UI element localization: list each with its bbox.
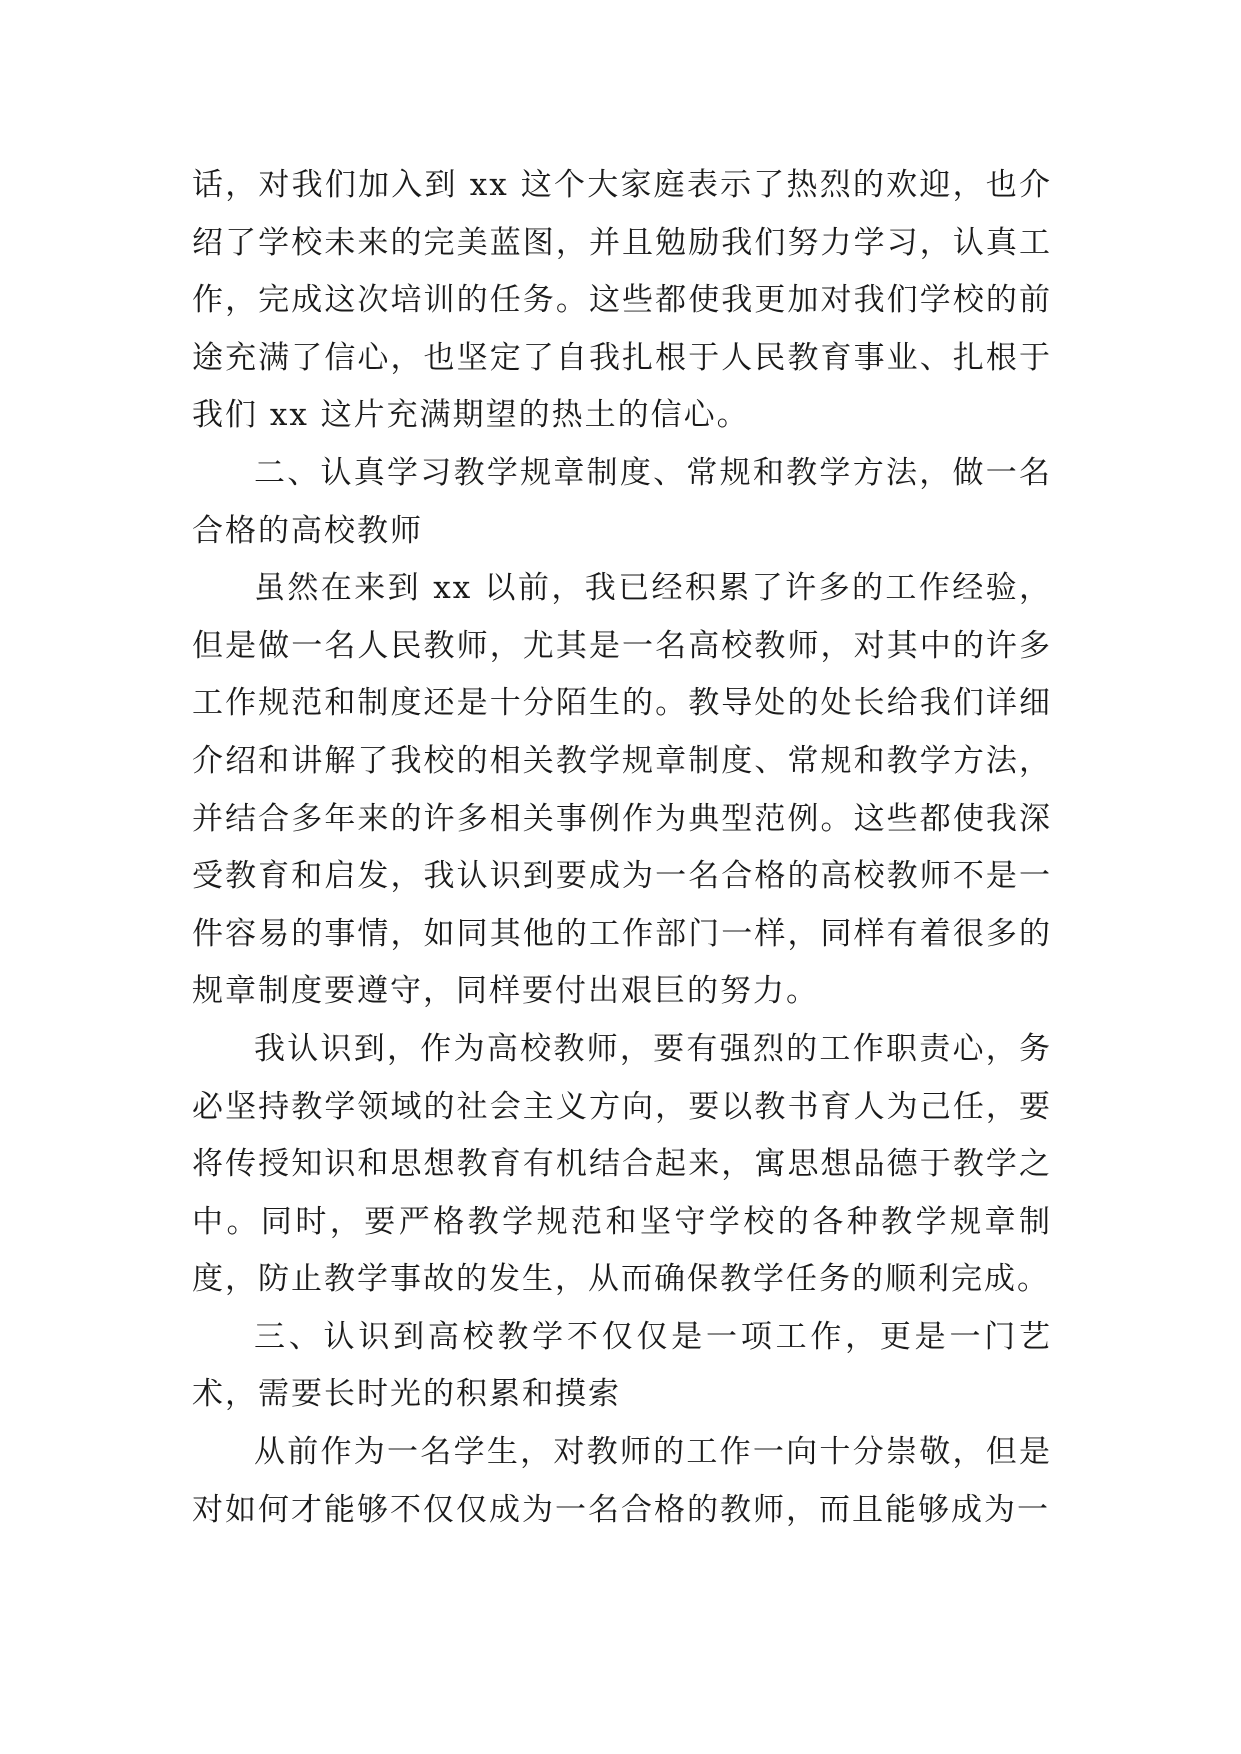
paragraph-former-student: 从前作为一名学生，对教师的工作一向十分崇敬，但是对如何才能够不仅仅成为一名合格的教师，而且能够成为一 — [192, 1434, 1052, 1528]
paragraph-continued-welcome: 话，对我们加入到 xx 这个大家庭表示了热烈的欢迎，也介绍了学校未来的完美蓝图，并且勉励我们努力学习，认真工作，完成这次培训的任务。这些都使我更加对我们学校的前途充满了信心，也坚定了自我扎根于人民教育事业、扎根于我们 xx 这片充满期望的热土的信心。 — [192, 167, 1052, 434]
section-heading-three: 三、认识到高校教学不仅仅是一项工作，更是一门艺术，需要长时光的积累和摸索 — [192, 1318, 1052, 1413]
paragraph-experience: 虽然在来到 xx 以前，我已经积累了许多的工作经验，但是做一名人民教师，尤其是一名高校教师，对其中的许多工作规范和制度还是十分陌生的。教导处的处长给我们详细介绍和讲解了我校的相关教学规章制度、常规和教学方法，并结合多年来的许多相关事例作为典型范例。这些都使我深受教育和启发，我认识到要成为一名合格的高校教师不是一件容易的事情，如同其他的工作部门一样，同样有着很多的规章制度要遵守，同样要付出艰巨的努力。 — [192, 570, 1052, 1010]
section-heading-two: 二、认真学习教学规章制度、常规和教学方法，做一名合格的高校教师 — [192, 454, 1052, 549]
document-body — [192, 157, 1052, 1539]
paragraph-responsibility: 我认识到，作为高校教师，要有强烈的工作职责心，务必坚持教学领域的社会主义方向，要以教书育人为己任，要将传授知识和思想教育有机结合起来，寓思想品德于教学之中。同时，要严格教学规范和坚守学校的各种教学规章制度，防止教学事故的发生，从而确保教学任务的顺利完成。 — [192, 1030, 1052, 1298]
